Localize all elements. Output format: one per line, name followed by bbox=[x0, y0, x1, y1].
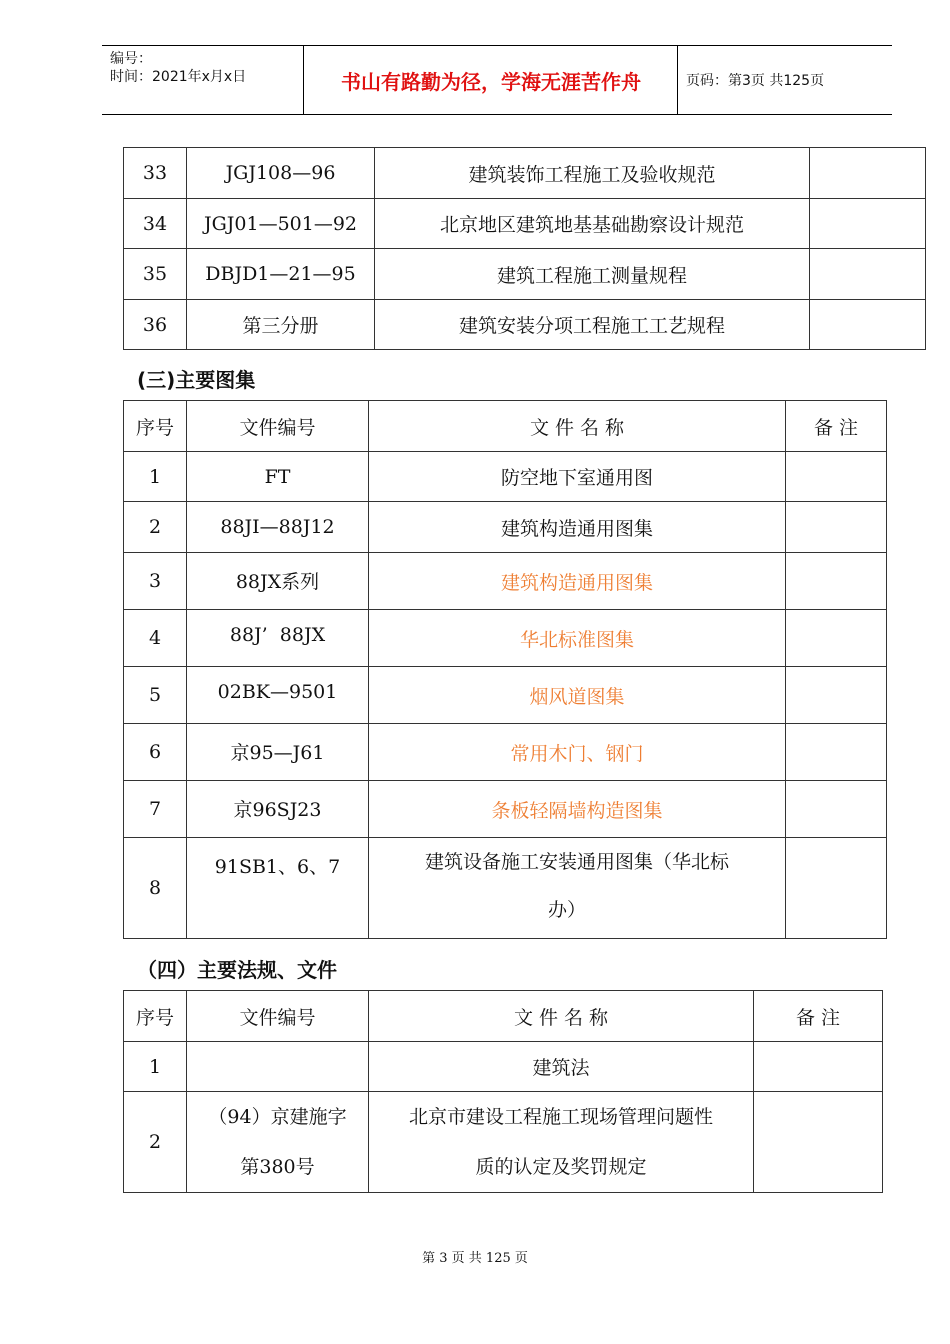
file-name: 建筑法 bbox=[369, 1042, 754, 1092]
file-name: 常用木门、钢门 bbox=[369, 724, 786, 781]
regulations-table bbox=[123, 990, 883, 1193]
row-number: 7 bbox=[124, 781, 187, 838]
file-name: 北京地区建筑地基基础勘察设计规范 bbox=[375, 199, 810, 249]
file-code: 88JI—88J12 bbox=[187, 502, 369, 553]
note-cell bbox=[810, 148, 926, 199]
row-number: 6 bbox=[124, 724, 187, 781]
file-name: 建筑构造通用图集 bbox=[369, 553, 786, 610]
row-number: 2 bbox=[124, 502, 187, 553]
table-row bbox=[124, 553, 887, 610]
table-row bbox=[124, 667, 887, 724]
header-no: 序号 bbox=[124, 991, 187, 1042]
standards-table-continued bbox=[123, 147, 926, 350]
note-cell bbox=[786, 724, 887, 781]
file-code: FT bbox=[187, 452, 369, 502]
file-name: 烟风道图集 bbox=[369, 667, 786, 724]
file-name: 建筑工程施工测量规程 bbox=[375, 249, 810, 300]
table-row bbox=[124, 1092, 883, 1193]
table-row bbox=[124, 300, 926, 350]
note-cell bbox=[786, 452, 887, 502]
table-row bbox=[124, 838, 887, 939]
file-name: 建筑构造通用图集 bbox=[369, 502, 786, 553]
note-cell bbox=[754, 1042, 883, 1092]
file-code: 88J’ 88JX bbox=[187, 610, 369, 667]
file-code: 91SB1、6、7 bbox=[187, 838, 369, 939]
row-number: 1 bbox=[124, 452, 187, 502]
header-note: 备 注 bbox=[754, 991, 883, 1042]
file-name-line-2: 办） bbox=[547, 899, 586, 921]
atlases-table bbox=[123, 400, 887, 939]
header-name: 文 件 名 称 bbox=[369, 991, 754, 1042]
file-code: 京96SJ23 bbox=[187, 781, 369, 838]
file-code bbox=[187, 1042, 369, 1092]
file-code: 02BK—9501 bbox=[187, 667, 369, 724]
table-row bbox=[124, 199, 926, 249]
file-code-line-1: （94）京建施字 bbox=[208, 1106, 347, 1128]
page-footer: 第 3 页 共 125 页 bbox=[422, 1251, 528, 1266]
document-time-label: 时间：2021年x月x日 bbox=[110, 69, 247, 85]
file-code: 88JX系列 bbox=[187, 553, 369, 610]
note-cell bbox=[786, 553, 887, 610]
note-cell bbox=[786, 667, 887, 724]
file-code: DBJD1—21—95 bbox=[187, 249, 375, 300]
file-name: 建筑安装分项工程施工工艺规程 bbox=[375, 300, 810, 350]
table-row bbox=[124, 724, 887, 781]
table-row bbox=[124, 1042, 883, 1092]
note-cell bbox=[810, 249, 926, 300]
header-bottom-rule bbox=[102, 114, 892, 115]
file-code: 第三分册 bbox=[187, 300, 375, 350]
file-name: 建筑装饰工程施工及验收规范 bbox=[375, 148, 810, 199]
file-code: JGJ01—501—92 bbox=[187, 199, 375, 249]
row-number: 34 bbox=[124, 199, 187, 249]
row-number: 4 bbox=[124, 610, 187, 667]
header-divider-left bbox=[303, 46, 304, 114]
header-note: 备 注 bbox=[786, 401, 887, 452]
file-name bbox=[369, 838, 786, 939]
table-row bbox=[124, 610, 887, 667]
file-name: 防空地下室通用图 bbox=[369, 452, 786, 502]
row-number: 33 bbox=[124, 148, 187, 199]
header-divider-right bbox=[677, 46, 678, 114]
row-number: 8 bbox=[124, 838, 187, 939]
file-name: 华北标准图集 bbox=[369, 610, 786, 667]
row-number: 3 bbox=[124, 553, 187, 610]
table-row bbox=[124, 781, 887, 838]
file-name-line-1: 北京市建设工程施工现场管理问题性 bbox=[408, 1106, 713, 1128]
row-number: 1 bbox=[124, 1042, 187, 1092]
table-row bbox=[124, 148, 926, 199]
header-page-info: 页码：第3页 共125页 bbox=[686, 73, 825, 89]
row-number: 5 bbox=[124, 667, 187, 724]
document-number-label: 编号： bbox=[110, 51, 152, 67]
row-number: 36 bbox=[124, 300, 187, 350]
note-cell bbox=[786, 781, 887, 838]
row-number: 35 bbox=[124, 249, 187, 300]
table-row bbox=[124, 452, 887, 502]
header-code: 文件编号 bbox=[187, 991, 369, 1042]
table-header-row bbox=[124, 991, 883, 1042]
header-no: 序号 bbox=[124, 401, 187, 452]
file-name bbox=[369, 1092, 754, 1193]
header-code: 文件编号 bbox=[187, 401, 369, 452]
header-meta bbox=[110, 50, 246, 86]
file-name-line-2: 质的认定及奖罚规定 bbox=[475, 1156, 647, 1178]
file-code bbox=[187, 1092, 369, 1193]
table-row bbox=[124, 502, 887, 553]
header-name: 文 件 名 称 bbox=[369, 401, 786, 452]
file-code-line-2: 第380号 bbox=[240, 1156, 315, 1178]
file-name-line-1: 建筑设备施工安装通用图集（华北标 bbox=[424, 851, 729, 873]
note-cell bbox=[810, 300, 926, 350]
table-row bbox=[124, 249, 926, 300]
header-top-rule bbox=[102, 45, 892, 46]
row-number: 2 bbox=[124, 1092, 187, 1193]
note-cell bbox=[810, 199, 926, 249]
section-title-regulations: （四）主要法规、文件 bbox=[137, 958, 337, 982]
note-cell bbox=[754, 1092, 883, 1193]
note-cell bbox=[786, 838, 887, 939]
section-title-atlases: (三)主要图集 bbox=[137, 368, 256, 392]
file-code: JGJ108—96 bbox=[187, 148, 375, 199]
header-motto: 书山有路勤为径，学海无涯苦作舟 bbox=[341, 70, 641, 94]
note-cell bbox=[786, 610, 887, 667]
table-header-row bbox=[124, 401, 887, 452]
file-code: 京95—J61 bbox=[187, 724, 369, 781]
file-name: 条板轻隔墙构造图集 bbox=[369, 781, 786, 838]
note-cell bbox=[786, 502, 887, 553]
